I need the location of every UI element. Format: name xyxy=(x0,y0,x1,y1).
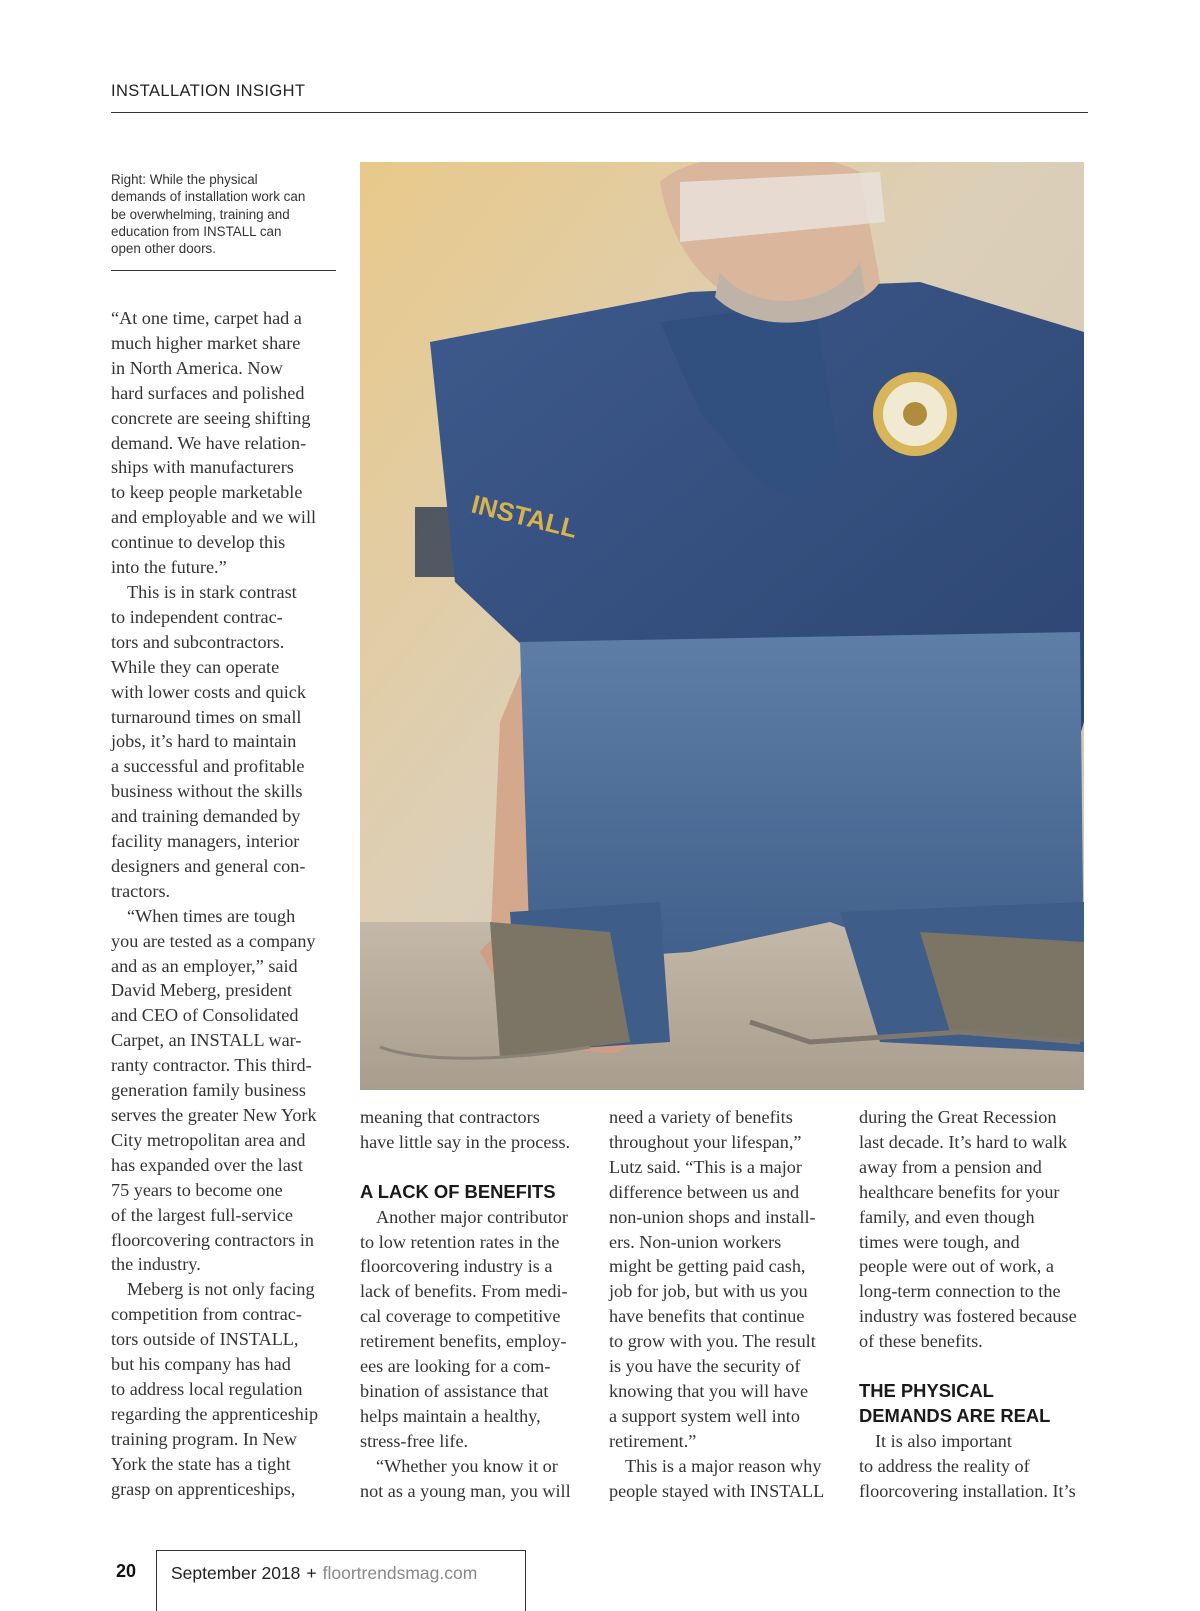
text-line: floorcovering installation. It’s xyxy=(859,1480,1076,1501)
section-heading: A LACK OF BENEFITS xyxy=(360,1180,556,1202)
text-line: facility managers, interior xyxy=(111,831,300,852)
text-line: to keep people marketable xyxy=(111,482,303,503)
text-line: not as a young man, you will xyxy=(360,1480,571,1501)
text-line: and employable and we will xyxy=(111,507,317,528)
text-line: last decade. It’s hard to walk xyxy=(859,1131,1068,1152)
text-line: grasp on apprenticeships, xyxy=(111,1478,296,1499)
text-line: hard surfaces and polished xyxy=(111,382,305,403)
text-line: “At one time, carpet had a xyxy=(111,308,302,328)
text-line: family, and even though xyxy=(859,1206,1035,1227)
text-line: with lower costs and quick xyxy=(111,681,306,702)
installer-photo xyxy=(360,162,1084,1090)
text-line: Carpet, an INSTALL war- xyxy=(111,1030,302,1051)
issue-date: September 2018 xyxy=(171,1563,301,1583)
paragraph xyxy=(859,1105,1087,1354)
text-line: you are tested as a company xyxy=(111,930,316,951)
text-line: ers. Non-union workers xyxy=(609,1231,782,1252)
text-line: 75 years to become one xyxy=(111,1179,283,1200)
installer-illustration xyxy=(360,162,1084,1090)
text-line: bination of assistance that xyxy=(360,1380,549,1401)
text-line: It is also important xyxy=(875,1430,1012,1451)
paragraph xyxy=(609,1454,837,1504)
paragraph xyxy=(859,1429,1087,1504)
text-line: designers and general con- xyxy=(111,855,306,876)
text-line: to low retention rates in the xyxy=(360,1231,560,1252)
text-line: the industry. xyxy=(111,1254,201,1275)
text-line: cal coverage to competitive xyxy=(360,1306,561,1327)
text-line: ranty contractor. This third- xyxy=(111,1055,312,1076)
section-heading xyxy=(859,1379,1087,1429)
text-line: retirement.” xyxy=(609,1430,697,1451)
text-line: business without the skills xyxy=(111,781,303,802)
text-line: regarding the apprenticeship xyxy=(111,1403,319,1424)
text-line: to address local regulation xyxy=(111,1378,303,1399)
text-line: Lutz said. “This is a major xyxy=(609,1156,802,1177)
text-column-3 xyxy=(609,1105,837,1504)
text-line: serves the greater New York xyxy=(111,1105,317,1125)
text-line: jobs, it’s hard to maintain xyxy=(111,731,297,752)
caption-line: open other doors. xyxy=(111,241,216,257)
text-line: lack of benefits. From medi- xyxy=(360,1281,568,1302)
text-line: floorcovering contractors in xyxy=(111,1229,315,1250)
text-line: This is in stark contrast xyxy=(127,581,297,602)
separator: + xyxy=(306,1563,317,1583)
paragraph xyxy=(111,306,339,580)
paragraph xyxy=(609,1105,837,1454)
paragraph xyxy=(360,1205,588,1454)
text-line: generation family business xyxy=(111,1080,306,1101)
text-line: York the state has a tight xyxy=(111,1453,291,1474)
text-line: a successful and profitable xyxy=(111,756,305,777)
paragraph xyxy=(360,1105,588,1155)
caption-line: education from INSTALL can xyxy=(111,223,282,239)
text-line: into the future.” xyxy=(111,557,227,578)
text-line: turnaround times on small xyxy=(111,706,302,727)
text-line: during the Great Recession xyxy=(859,1107,1057,1127)
text-line: job for job, but with us you xyxy=(609,1281,808,1302)
text-line: industry was fostered because xyxy=(859,1306,1077,1327)
text-line: a support system well into xyxy=(609,1405,800,1426)
text-line: people stayed with INSTALL xyxy=(609,1480,825,1501)
text-line: of the largest full-service xyxy=(111,1204,293,1225)
text-line: difference between us and xyxy=(609,1181,800,1202)
text-line: might be getting paid cash, xyxy=(609,1256,806,1277)
text-line: away from a pension and xyxy=(859,1156,1042,1177)
text-line: tractors. xyxy=(111,880,171,901)
paragraph xyxy=(360,1454,588,1504)
text-line: and training demanded by xyxy=(111,806,301,827)
text-line: healthcare benefits for your xyxy=(859,1181,1060,1202)
text-line: to independent contrac- xyxy=(111,606,283,627)
text-line: tors outside of INSTALL, xyxy=(111,1329,299,1350)
text-line: much higher market share xyxy=(111,332,301,353)
text-line: training program. In New xyxy=(111,1428,297,1449)
paragraph xyxy=(111,904,339,1278)
website-link[interactable]: floortrendsmag.com xyxy=(322,1563,478,1583)
text-line: ships with manufacturers xyxy=(111,457,294,478)
text-line: but his company has had xyxy=(111,1354,291,1375)
text-line: knowing that you will have xyxy=(609,1380,809,1401)
text-line: long-term connection to the xyxy=(859,1281,1061,1302)
spacer xyxy=(859,1354,1087,1379)
page-number: 20 xyxy=(116,1561,137,1581)
issue-line xyxy=(171,1563,477,1584)
text-line: people were out of work, a xyxy=(859,1256,1054,1277)
text-line: have benefits that continue xyxy=(609,1306,805,1327)
svg-text:INSTALL: INSTALL xyxy=(468,488,581,544)
text-line: demand. We have relation- xyxy=(111,432,307,453)
photo-caption xyxy=(111,171,331,257)
text-line: David Meberg, president xyxy=(111,980,292,1001)
text-line: floorcovering industry is a xyxy=(360,1256,553,1277)
heading-line: DEMANDS ARE REAL xyxy=(859,1404,1051,1426)
header-rule xyxy=(111,112,1088,113)
text-line: and CEO of Consolidated xyxy=(111,1005,299,1026)
text-line: have little say in the process. xyxy=(360,1131,571,1152)
caption-line: demands of installation work can xyxy=(111,189,306,205)
text-line: and as an employer,” said xyxy=(111,955,298,976)
caption-rule xyxy=(111,270,336,271)
caption-line: be overwhelming, training and xyxy=(111,206,290,222)
text-line: Meberg is not only facing xyxy=(127,1279,315,1300)
text-line: retirement benefits, employ- xyxy=(360,1331,567,1352)
text-line: to address the reality of xyxy=(859,1455,1030,1476)
paragraph xyxy=(111,580,339,904)
caption-line: Right: While the physical xyxy=(111,172,258,187)
section-header: INSTALLATION INSIGHT xyxy=(111,82,306,100)
text-line: competition from contrac- xyxy=(111,1304,302,1325)
text-line: non-union shops and install- xyxy=(609,1206,816,1227)
text-line: to grow with you. The result xyxy=(609,1331,816,1352)
text-line: This is a major reason why xyxy=(625,1455,822,1476)
text-line: tors and subcontractors. xyxy=(111,631,285,652)
text-line: Another major contributor xyxy=(376,1206,568,1227)
text-line: is you have the security of xyxy=(609,1356,801,1377)
text-line: concrete are seeing shifting xyxy=(111,407,311,428)
text-line: ees are looking for a com- xyxy=(360,1356,551,1377)
text-column-4 xyxy=(859,1105,1087,1503)
text-line: While they can operate xyxy=(111,656,280,677)
text-line: helps maintain a healthy, xyxy=(360,1405,541,1426)
text-line: meaning that contractors xyxy=(360,1107,540,1127)
text-line: in North America. Now xyxy=(111,357,283,378)
text-line: of these benefits. xyxy=(859,1331,983,1352)
heading-line: THE PHYSICAL xyxy=(859,1379,994,1401)
text-line: times were tough, and xyxy=(859,1231,1020,1252)
text-line: City metropolitan area and xyxy=(111,1129,306,1150)
spacer xyxy=(360,1155,588,1180)
text-line: throughout your lifespan,” xyxy=(609,1131,802,1152)
text-column-1 xyxy=(111,306,339,1502)
text-line: need a variety of benefits xyxy=(609,1107,793,1127)
text-column-2 xyxy=(360,1105,588,1503)
text-line: “Whether you know it or xyxy=(376,1455,558,1476)
text-line: has expanded over the last xyxy=(111,1154,303,1175)
text-line: stress-free life. xyxy=(360,1430,469,1451)
text-line: “When times are tough xyxy=(127,905,296,926)
paragraph xyxy=(111,1277,339,1501)
text-line: continue to develop this xyxy=(111,532,286,553)
